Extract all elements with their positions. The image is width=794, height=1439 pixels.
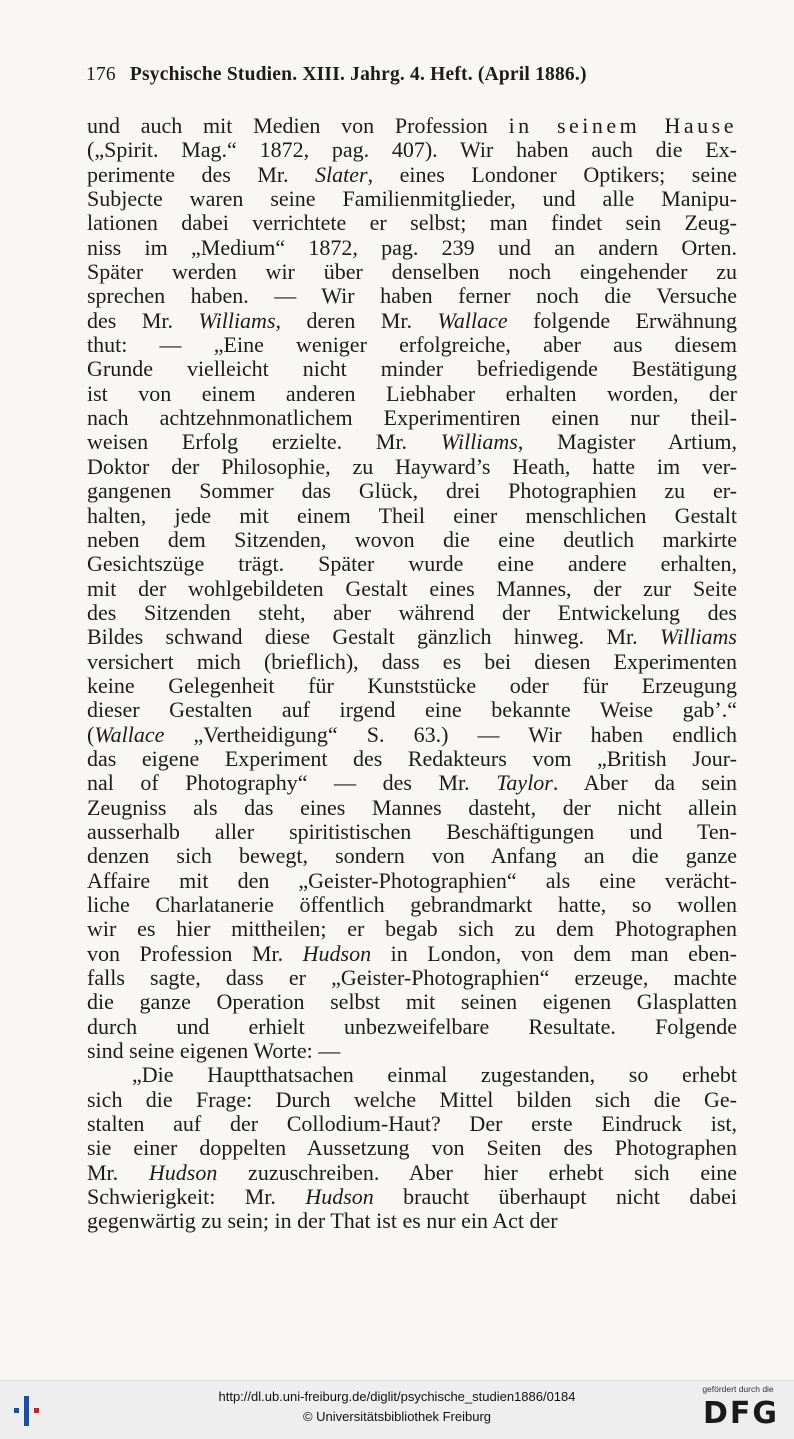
text-run: . Aber da sein bbox=[552, 770, 737, 796]
italic-name: Williams bbox=[659, 624, 737, 650]
text-run: niss im „Medium“ 1872, pag. 239 und an andern Orten. bbox=[87, 234, 737, 260]
text-run: des Mr. bbox=[87, 307, 199, 333]
running-title: Psychische Studien. XIII. Jahrg. 4. Heft. (April 1886.) bbox=[129, 64, 587, 85]
text-run: keine Gelegenheit für Kunststücke oder für Erzeugung bbox=[87, 672, 737, 698]
dfg-logo: DFG bbox=[702, 1396, 780, 1431]
text-line bbox=[87, 796, 737, 820]
body-text bbox=[87, 114, 737, 1234]
text-line bbox=[87, 528, 737, 552]
text-run: sie einer doppelten Aussetzung von Seiten des Photographen bbox=[87, 1135, 737, 1161]
text-line bbox=[87, 674, 737, 698]
text-line bbox=[87, 1088, 737, 1112]
text-line bbox=[87, 844, 737, 868]
text-run: halten, jede mit einem Theil einer menschlichen Gestalt bbox=[87, 502, 737, 528]
italic-name: Williams bbox=[198, 307, 276, 333]
text-run: nach achtzehnmonatlichem Experimentiren einen nur theil- bbox=[87, 405, 737, 431]
text-line bbox=[87, 163, 737, 187]
text-run: sich die Frage: Durch welche Mittel bilden sich die Ge- bbox=[87, 1086, 737, 1112]
text-run: ausserhalb aller spiritistischen Beschäftigungen und Ten- bbox=[87, 818, 737, 844]
text-line bbox=[87, 577, 737, 601]
text-run: und auch mit Medien von Profession bbox=[87, 113, 509, 138]
text-line bbox=[87, 1063, 737, 1087]
text-line bbox=[87, 211, 737, 235]
italic-name: Hudson bbox=[305, 1184, 374, 1210]
text-line bbox=[87, 917, 737, 941]
text-run: liche Charlatanerie öffentlich gebrandmarkt hatte, so wollen bbox=[87, 892, 737, 917]
text-run: Mr. bbox=[87, 1159, 149, 1185]
text-line bbox=[87, 650, 737, 674]
italic-name: Taylor bbox=[496, 770, 553, 796]
text-line bbox=[87, 698, 737, 722]
copyright-notice: © Universitätsbibliothek Freiburg bbox=[302, 1409, 492, 1424]
running-head bbox=[86, 64, 736, 86]
text-line bbox=[87, 723, 737, 747]
text-run: , eines Londoner Optikers; seine bbox=[367, 161, 737, 187]
text-run: Bildes schwand diese Gestalt gänzlich hinweg. Mr. bbox=[87, 624, 660, 650]
footer-bar bbox=[0, 1380, 794, 1439]
text-run: in London, von dem man eben- bbox=[371, 940, 737, 966]
text-run: weisen Erfolg erzielte. Mr. bbox=[87, 429, 441, 455]
text-run: braucht überhaupt nicht dabei bbox=[373, 1184, 737, 1210]
text-run: ist von einem anderen Liebhaber erhalten worden, der bbox=[87, 380, 737, 406]
text-line bbox=[87, 1136, 737, 1160]
italic-name: Slater bbox=[315, 161, 368, 187]
italic-name: Hudson bbox=[148, 1159, 218, 1185]
text-line bbox=[87, 869, 737, 893]
text-line bbox=[87, 309, 737, 333]
text-run: durch und erhielt unbezweifelbare Resultate. Folgende bbox=[87, 1013, 737, 1039]
text-run: nal of Photography“ — des Mr. bbox=[87, 770, 497, 796]
text-run: sprechen haben. — Wir haben ferner noch die Versuche bbox=[87, 283, 737, 309]
text-run: stalten auf der Collodium-Haut? Der erste Eindruck ist, bbox=[87, 1111, 737, 1137]
text-line bbox=[87, 820, 737, 844]
text-line bbox=[87, 1112, 737, 1136]
text-line bbox=[87, 260, 737, 284]
text-run: Subjecte waren seine Familienmitglieder, und alle Manipu- bbox=[87, 186, 737, 212]
text-run: das eigene Experiment des Redakteurs vom „British Jour- bbox=[87, 745, 737, 771]
text-run: „Vertheidigung“ S. 63.) — Wir haben endlich bbox=[164, 721, 737, 747]
page-number: 176 bbox=[86, 64, 116, 85]
italic-name: Williams bbox=[440, 429, 518, 455]
text-line bbox=[87, 552, 737, 576]
text-run: gangenen Sommer das Glück, drei Photographien zu er- bbox=[87, 478, 737, 504]
text-line bbox=[87, 357, 737, 381]
sponsor-caption: gefördert durch die bbox=[702, 1384, 774, 1394]
text-run: versichert mich (brieflich), dass es bei diesen Experimenten bbox=[87, 648, 737, 674]
text-run: falls sagte, dass er „Geister-Photographien“ erzeuge, machte bbox=[87, 965, 737, 991]
text-line bbox=[87, 893, 737, 917]
text-run: perimente des Mr. bbox=[87, 161, 316, 187]
spaced-emphasis: in seinem Hause bbox=[508, 113, 737, 138]
text-run: „Die Hauptthatsachen einmal zugestanden, so erhebt bbox=[132, 1062, 737, 1088]
text-run: die ganze Operation selbst mit seinen eigenen Glasplatten bbox=[87, 989, 737, 1015]
text-run: („Spirit. Mag.“ 1872, pag. 407). Wir haben auch die Ex- bbox=[87, 137, 737, 163]
text-line bbox=[87, 138, 737, 162]
text-line bbox=[87, 455, 737, 479]
text-run: sind seine eigenen Worte: — bbox=[87, 1038, 341, 1064]
source-url[interactable]: http://dl.ub.uni-freiburg.de/diglit/psychische_studien1886/0184 bbox=[218, 1389, 576, 1404]
text-run: folgende Erwähnung bbox=[507, 307, 737, 333]
text-run: Schwierigkeit: Mr. bbox=[87, 1184, 306, 1210]
text-run: Doktor der Philosophie, zu Hayward’s Heath, hatte im ver- bbox=[87, 453, 737, 479]
text-line bbox=[87, 504, 737, 528]
text-line bbox=[87, 1185, 737, 1209]
text-line bbox=[87, 966, 737, 990]
text-run: lationen dabei verrichtete er selbst; man findet sein Zeug- bbox=[87, 210, 737, 236]
text-line bbox=[87, 406, 737, 430]
text-run: neben dem Sitzenden, wovon die eine deutlich markirte bbox=[87, 526, 737, 552]
text-line bbox=[87, 382, 737, 406]
text-run: von Profession Mr. bbox=[87, 940, 303, 966]
text-line bbox=[87, 333, 737, 357]
text-line bbox=[87, 430, 737, 454]
text-line bbox=[87, 625, 737, 649]
text-run: gegenwärtig zu sein; in der That ist es nur ein Act der bbox=[87, 1208, 558, 1234]
text-line bbox=[87, 747, 737, 771]
italic-name: Hudson bbox=[302, 940, 372, 966]
text-run: denzen sich bewegt, sondern von Anfang an die ganze bbox=[87, 843, 737, 869]
italic-name: Wallace bbox=[437, 307, 508, 333]
text-line bbox=[87, 284, 737, 308]
text-run: Zeugniss als das eines Mannes dasteht, der nicht allein bbox=[87, 794, 737, 820]
text-run: dieser Gestalten auf irgend eine bekannte Weise gab’.“ bbox=[87, 697, 737, 723]
text-line bbox=[87, 1161, 737, 1185]
text-run: Gesichtszüge trägt. Später wurde eine andere erhalten, bbox=[87, 551, 737, 577]
text-run: wir es hier mittheilen; er begab sich zu dem Photographen bbox=[87, 916, 737, 942]
text-run: zuzuschreiben. Aber hier erhebt sich eine bbox=[217, 1159, 737, 1185]
text-run: Später werden wir über denselben noch eingehender zu bbox=[87, 259, 737, 285]
text-run: , Magister Artium, bbox=[517, 429, 737, 455]
text-run: thut: — „Eine weniger erfolgreiche, aber aus diesem bbox=[87, 332, 737, 358]
text-run: ( bbox=[87, 721, 95, 747]
text-line bbox=[87, 771, 737, 795]
text-run: mit der wohlgebildeten Gestalt eines Mannes, der zur Seite bbox=[87, 575, 737, 601]
text-line bbox=[87, 990, 737, 1014]
text-line bbox=[87, 114, 737, 138]
text-run: Grunde vielleicht nicht minder befriedigende Bestätigung bbox=[87, 356, 737, 382]
text-line bbox=[87, 236, 737, 260]
text-run: Affaire mit den „Geister-Photographien“ als eine verächt- bbox=[87, 867, 737, 893]
text-line bbox=[87, 187, 737, 211]
text-line bbox=[87, 479, 737, 503]
text-run: , deren Mr. bbox=[275, 307, 438, 333]
text-line bbox=[87, 1015, 737, 1039]
text-line bbox=[87, 1039, 737, 1063]
italic-name: Wallace bbox=[94, 721, 165, 747]
text-run: des Sitzenden steht, aber während der Entwickelung des bbox=[87, 599, 737, 625]
text-line bbox=[87, 601, 737, 625]
text-line bbox=[87, 1209, 737, 1233]
text-line bbox=[87, 942, 737, 966]
